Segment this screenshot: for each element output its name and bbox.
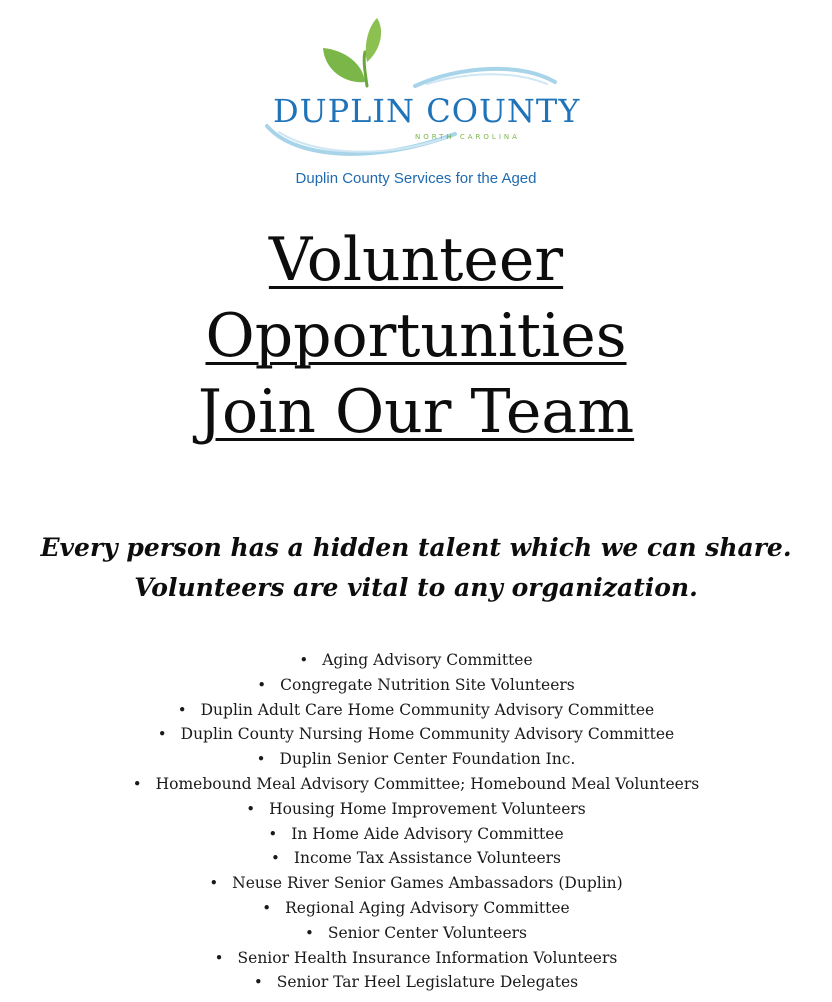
list-item: • Senior Center Volunteers [0,921,832,946]
title-line-3: Join Our Team [197,377,635,447]
list-item: • Neuse River Senior Games Ambassadors (Duplin) [0,871,832,896]
list-item: • Homebound Meal Advisory Committee; Homebound Meal Volunteers [0,772,832,797]
list-item: • Duplin County Nursing Home Community Advisory Committee [0,722,832,747]
leaf-and-swoosh-icon [255,14,581,164]
tagline-line-1: Every person has a hidden talent which we can share. [40,533,792,562]
list-item: • Income Tax Assistance Volunteers [0,846,832,871]
list-item: • Senior Health Insurance Information Volunteers [0,946,832,971]
page-title [0,222,832,450]
list-item: • In Home Aide Advisory Committee [0,822,832,847]
list-item: • Regional Aging Advisory Committee [0,896,832,921]
agency-name: Duplin County Services for the Aged [295,170,537,187]
list-item: • Aging Advisory Committee [0,648,832,673]
tagline-line-2: Volunteers are vital to any organization. [134,573,698,602]
logo-state-name: NORTH CAROLINA [415,133,520,141]
list-item: • Congregate Nutrition Site Volunteers [0,673,832,698]
volunteer-opportunities-list [0,648,832,995]
duplin-county-logo [255,14,581,164]
tagline [0,528,832,608]
list-item: • Duplin Adult Care Home Community Advisory Committee [0,698,832,723]
list-item: • Housing Home Improvement Volunteers [0,797,832,822]
list-item: • Senior Tar Heel Legislature Delegates [0,970,832,995]
list-item: • Duplin Senior Center Foundation Inc. [0,747,832,772]
title-line-1: Volunteer [268,225,564,295]
title-line-2: Opportunities [205,301,627,371]
logo-county-name: DUPLIN COUNTY [273,92,581,130]
